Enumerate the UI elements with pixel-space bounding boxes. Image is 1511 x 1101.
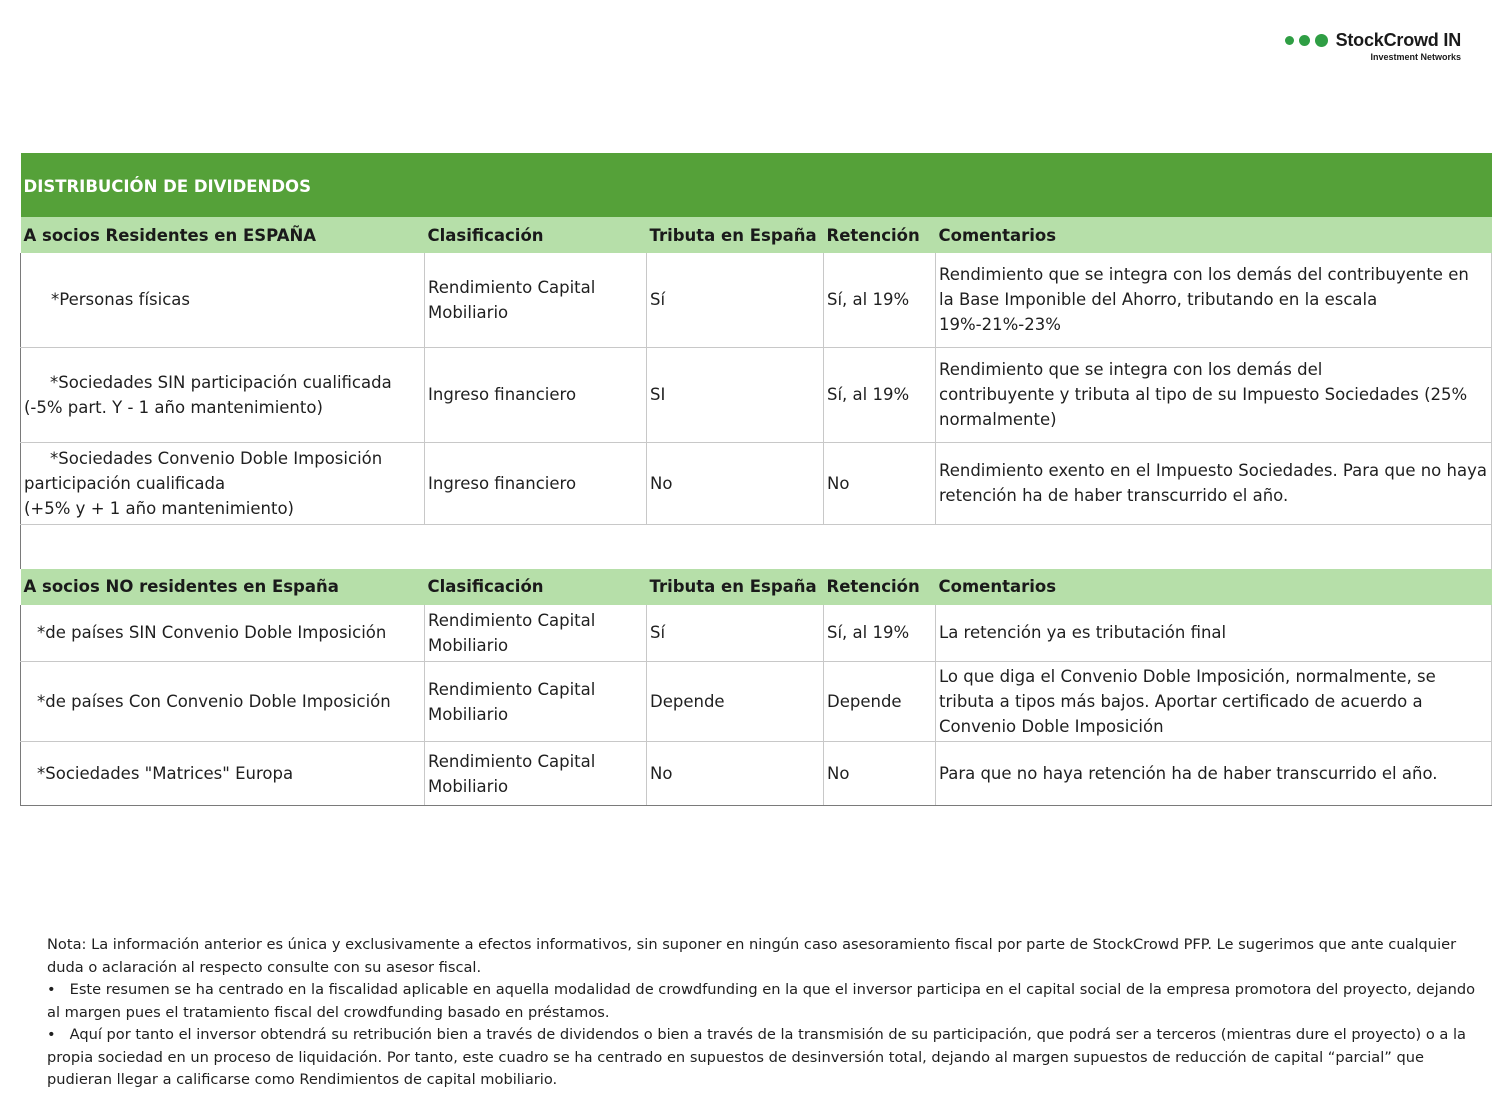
table-row [21, 347, 1492, 442]
column-header: Comentarios [936, 217, 1492, 253]
cell-socio: *de países Con Convenio Doble Imposición [21, 662, 425, 742]
cell-tributa: No [647, 742, 824, 806]
column-header: Comentarios [936, 569, 1492, 605]
cell-comentarios-line1: Rendimiento que se integra con los demás del [939, 360, 1323, 379]
header-row-residentes [21, 217, 1492, 253]
cell-clasificacion: Rendimiento Capital Mobiliario [425, 253, 647, 347]
cell-socio-line2: participación cualificada [24, 473, 226, 493]
column-header: Tributa en España [647, 569, 824, 605]
cell-clasificacion: Ingreso financiero [425, 347, 647, 442]
cell-socio: *de países SIN Convenio Doble Imposición [21, 605, 425, 662]
table-title-row [21, 153, 1492, 217]
cell-socio [21, 442, 425, 524]
spacer-row [21, 524, 1492, 569]
column-header: Clasificación [425, 217, 647, 253]
table-title: DISTRIBUCIÓN DE DIVIDENDOS [21, 153, 1492, 217]
cell-comentarios-line2: contribuyente y tributa al tipo de su Impuesto Sociedades (25% normalmente) [939, 385, 1468, 429]
cell-comentarios: Lo que diga el Convenio Doble Imposición, normalmente, se tributa a tipos más bajos. Aportar certificado de acuerdo a Convenio Doble Imposición [936, 662, 1492, 742]
table-row [21, 253, 1492, 347]
cell-tributa: SI [647, 347, 824, 442]
cell-clasificacion: Rendimiento Capital Mobiliario [425, 742, 647, 806]
column-header: Tributa en España [647, 217, 824, 253]
table-row [21, 605, 1492, 662]
cell-retencion: Sí, al 19% [824, 605, 936, 662]
cell-retencion: Depende [824, 662, 936, 742]
cell-comentarios: Rendimiento exento en el Impuesto Sociedades. Para que no haya retención ha de haber transcurrido el año. [936, 442, 1492, 524]
cell-retencion: Sí, al 19% [824, 253, 936, 347]
logo-dots-icon [1280, 34, 1328, 47]
cell-clasificacion: Rendimiento Capital Mobiliario [425, 662, 647, 742]
logo-tagline: Investment Networks [1370, 52, 1461, 62]
cell-socio-line2: (-5% part. Y - 1 año mantenimiento) [24, 397, 323, 417]
column-header: A socios Residentes en ESPAÑA [21, 217, 425, 253]
note-bullet: • Aquí por tanto el inversor obtendrá su retribución bien a través de dividendos o bien a través de la transmisión de su participación, que podrá ser a terceros (mientras dure el proyecto) o a la propia sociedad en un proceso de liquidación. Por tanto, este cuadro se ha centrado en supuestos de desinversión total, dejando al margen supuestos de reducción de capital “parcial” que pudieran llegar a calificarse como Rendimientos de capital mobiliario. [47, 1024, 1477, 1092]
column-header: Retención [824, 217, 936, 253]
header-row-no-residentes [21, 569, 1492, 605]
cell-retencion: No [824, 442, 936, 524]
brand-logo [1280, 30, 1461, 62]
cell-clasificacion: Rendimiento Capital Mobiliario [425, 605, 647, 662]
logo-name: StockCrowd IN [1335, 30, 1461, 50]
disclaimer-note: Nota: La información anterior es única y exclusivamente a efectos informativos, sin suponer en ningún caso asesoramiento fiscal por parte de StockCrowd PFP. Le sugerimos que ante cualquier duda o aclaración al respecto consulte con su asesor fiscal. [47, 936, 1457, 976]
column-header: Retención [824, 569, 936, 605]
column-header: Clasificación [425, 569, 647, 605]
column-header: A socios NO residentes en España [21, 569, 425, 605]
cell-socio [21, 347, 425, 442]
cell-socio-line1: *Sociedades Convenio Doble Imposición [50, 448, 383, 468]
table-row [21, 742, 1492, 806]
cell-retencion: Sí, al 19% [824, 347, 936, 442]
cell-socio-line3: (+5% y + 1 año mantenimiento) [24, 498, 294, 518]
dividend-table [20, 153, 1492, 806]
cell-comentarios: La retención ya es tributación final [936, 605, 1492, 662]
cell-clasificacion: Ingreso financiero [425, 442, 647, 524]
cell-comentarios [936, 347, 1492, 442]
cell-tributa: Sí [647, 605, 824, 662]
notes-section [47, 934, 1477, 1092]
note-bullet: • Este resumen se ha centrado en la fiscalidad aplicable en aquella modalidad de crowdfunding en la que el inversor participa en el capital social de la empresa promotora del proyecto, dejando al margen pues el tratamiento fiscal del crowdfunding basado en préstamos. [47, 979, 1477, 1024]
cell-tributa: Sí [647, 253, 824, 347]
cell-comentarios: Para que no haya retención ha de haber transcurrido el año. [936, 742, 1492, 806]
cell-socio: *Sociedades "Matrices" Europa [21, 742, 425, 806]
cell-socio-line1: *Sociedades SIN participación cualificada [50, 372, 392, 392]
table-row [21, 662, 1492, 742]
cell-socio: *Personas físicas [21, 253, 425, 347]
cell-tributa: No [647, 442, 824, 524]
cell-tributa: Depende [647, 662, 824, 742]
cell-retencion: No [824, 742, 936, 806]
table-row [21, 442, 1492, 524]
cell-comentarios: Rendimiento que se integra con los demás del contribuyente en la Base Imponible del Ahorro, tributando en la escala 19%-21%-23% [936, 253, 1492, 347]
